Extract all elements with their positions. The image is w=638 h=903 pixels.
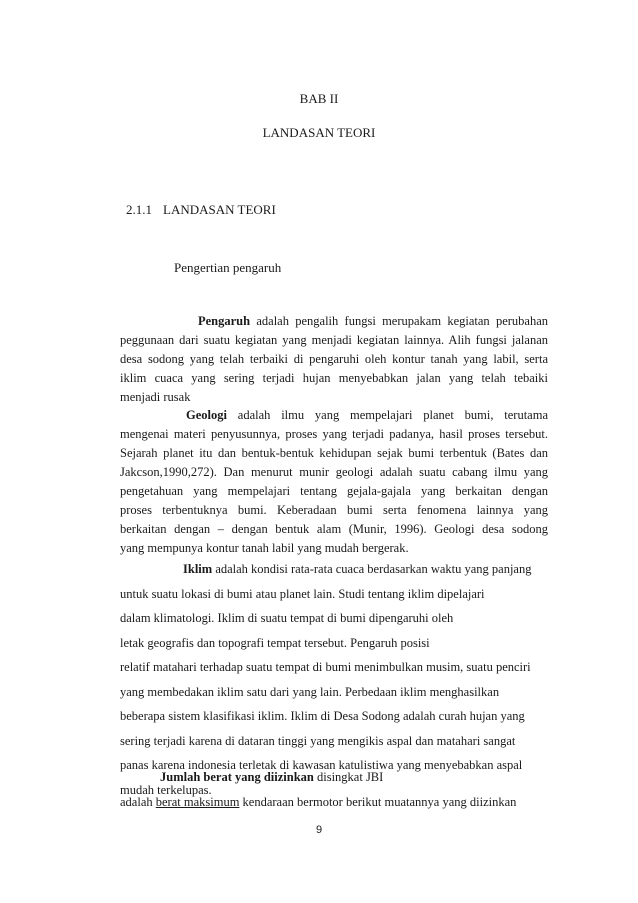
term-iklim: Iklim [183, 562, 213, 576]
term-geologi: Geologi [186, 408, 227, 422]
paragraph-line: Sejarah planet itu dan bentuk-bentuk kehidupan sejak bumi terbentuk (Bates dan [120, 446, 548, 460]
paragraph-line: peggunaan dari suatu kegiatan yang menjadi kegiatan lainnya. Alih fungsi jalanan [120, 333, 548, 347]
paragraph-line: Jakcson,1990,272). Dan menurut munir geologi adalah suatu cabang ilmu yang [120, 465, 548, 479]
term-jbi: Jumlah berat yang diizinkan [160, 770, 314, 784]
chapter-title: LANDASAN TEORI [262, 125, 376, 140]
paragraph-line: iklim cuaca yang sering terjadi hujan menyebabkan jalan yang telah tebaiki [120, 371, 548, 385]
chapter-label: BAB II [299, 91, 339, 106]
paragraph-jbi [120, 765, 560, 814]
paragraph-line: yang membedakan iklim satu dari yang lain. Perbedaan iklim menghasilkan [120, 684, 500, 699]
paragraph-line: Pengaruh adalah pengalih fungsi merupakam kegiatan perubahan [198, 314, 548, 328]
paragraph-line: pengetahuan yang mempelajari tentang gejala-gajala yang berkaitan dengan [120, 484, 548, 498]
paragraph-line: desa sodong yang telah terbaiki di pengaruhi oleh kontur tanah yang labil, serta [120, 352, 548, 366]
paragraph-pengaruh [120, 312, 548, 407]
paragraph-geologi [120, 406, 548, 558]
paragraph-line: adalah berat maksimum kendaraan bermotor berikut muatannya yang diizinkan [120, 794, 517, 809]
subheading: Pengertian pengaruh [174, 260, 282, 275]
paragraph-line: dalam klimatologi. Iklim di suatu tempat di bumi dipengaruhi oleh [120, 611, 454, 625]
paragraph-line: menjadi rusak [120, 390, 191, 404]
page-number: 9 [315, 824, 323, 836]
term-pengaruh: Pengaruh [198, 314, 251, 328]
paragraph-line: proses terbentuknya bumi. Keberadaan bumi serta fenomena lainnya yang [120, 503, 548, 517]
paragraph-line: panas karena indonesia terletak di kawasan katulistiwa yang menyebabkan aspal [120, 758, 523, 772]
paragraph-line: Geologi adalah ilmu yang mempelajari planet bumi, terutama [186, 408, 548, 422]
paragraph-line: Iklim adalah kondisi rata-rata cuaca berdasarkan waktu yang panjang [183, 562, 532, 576]
paragraph-line: yang mempunya kontur tanah labil yang mudah bergerak. [120, 541, 409, 555]
paragraph-line: mengenai materi penyusunnya, proses yang terjadi padanya, hasil proses tersebut. [120, 427, 548, 441]
berat-maksimum-link[interactable]: berat maksimum [155, 794, 240, 809]
paragraph-line: mudah terkelupas. [120, 782, 212, 797]
paragraph-line: letak geografis dan topografi tempat tersebut. Pengaruh posisi [120, 635, 430, 650]
section-title: LANDASAN TEORI [163, 202, 276, 217]
paragraph-line: untuk suatu lokasi di bumi atau planet lain. Studi tentang iklim dipelajari [120, 586, 485, 601]
paragraph-line: sering terjadi karena di dataran tinggi yang mengikis aspal dan matahari sangat [120, 733, 516, 748]
section-heading [126, 202, 276, 218]
paragraph-line: relatif matahari terhadap suatu tempat di bumi menimbulkan musim, suatu penciri [120, 660, 531, 674]
paragraph-line: Jumlah berat yang diizinkan disingkat JBI [160, 770, 384, 784]
paragraph-line: berkaitan dengan – dengan bentuk alam (Munir, 1996). Geologi desa sodong [120, 522, 548, 536]
section-number: 2.1.1 [126, 202, 152, 217]
paragraph-line: beberapa sistem klasifikasi iklim. Iklim di Desa Sodong adalah curah hujan yang [120, 709, 525, 723]
